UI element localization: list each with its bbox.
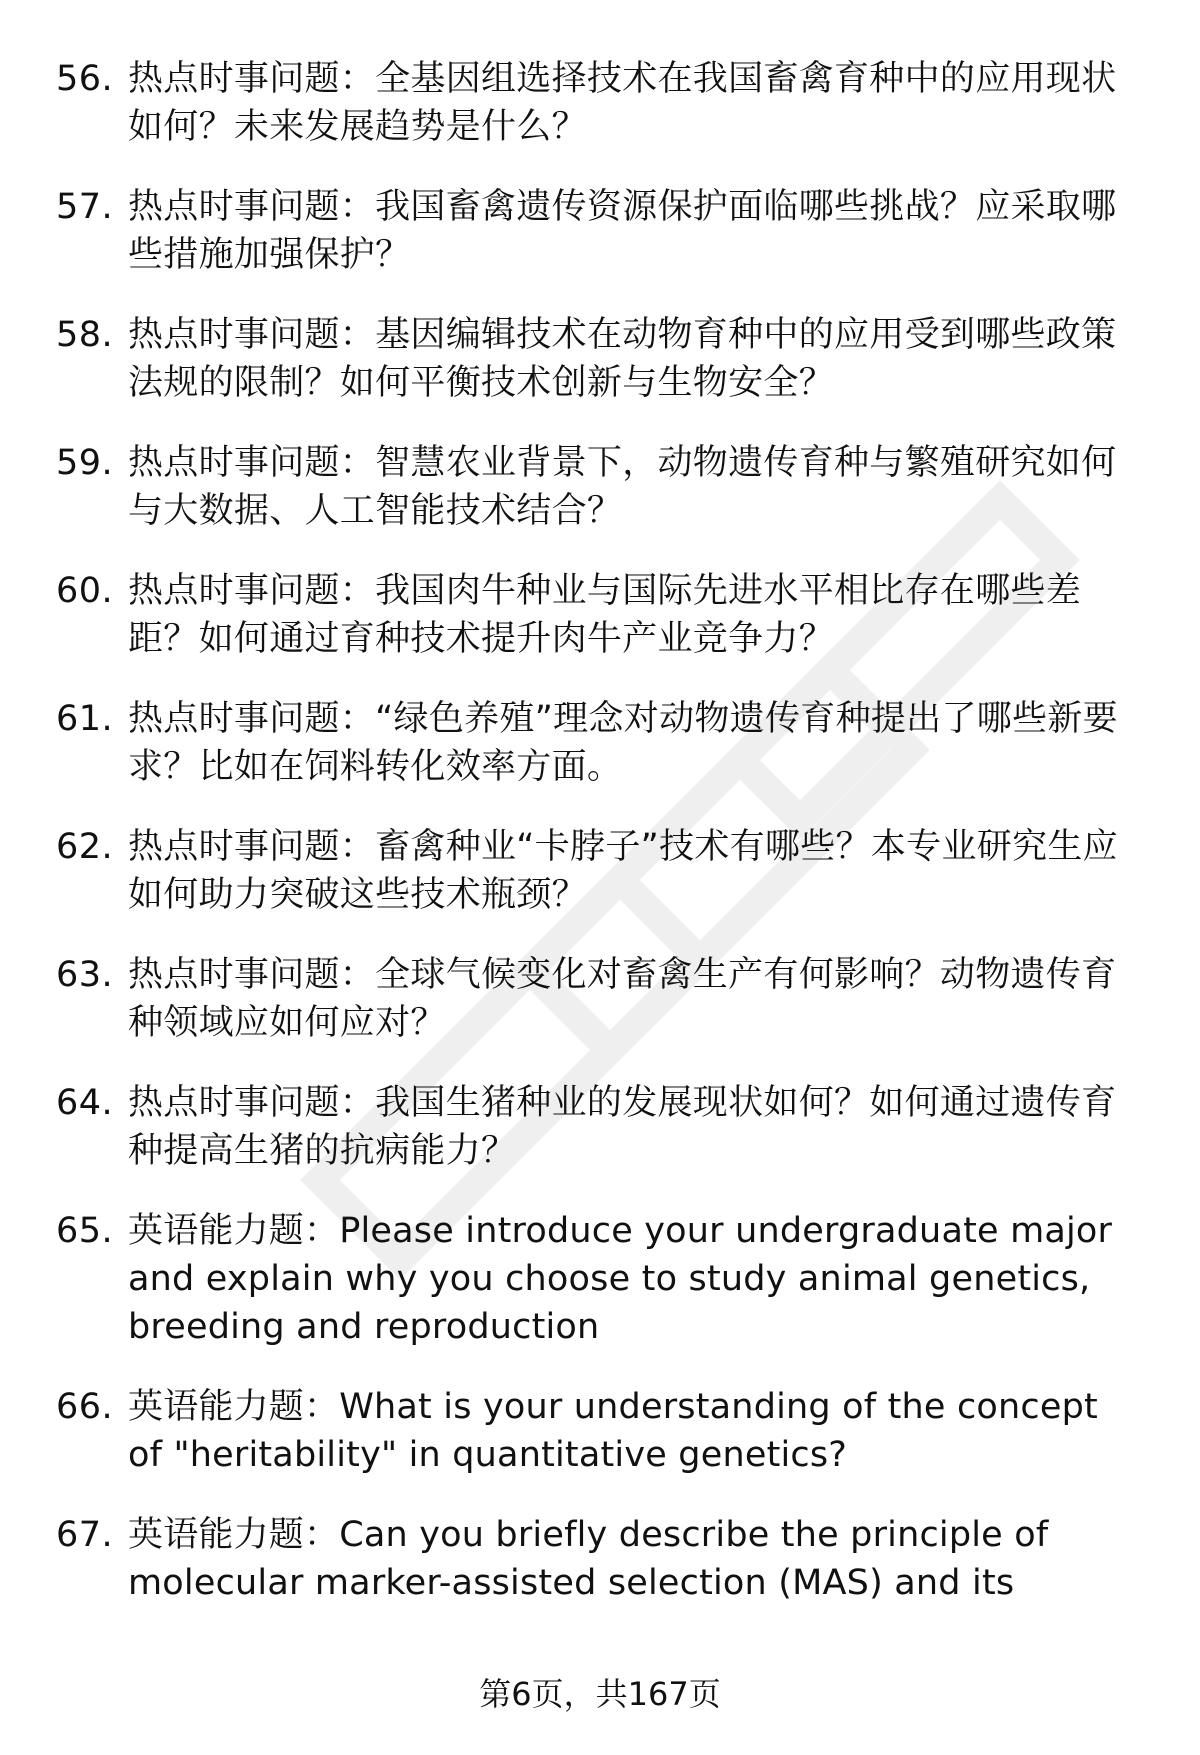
question-number: 57. (56, 187, 114, 227)
question-text: 热点时事问题：我国肉牛种业与国际先进水平相比存在哪些差距？如何通过育种技术提升肉牛产业竞争力？ (128, 571, 1082, 659)
question-item (0, 439, 1200, 535)
question-number: 62. (56, 827, 114, 867)
question-number: 60. (56, 571, 114, 611)
question-number: 66. (56, 1387, 114, 1427)
question-list (0, 55, 1200, 1639)
question-item (0, 1383, 1200, 1479)
question-number: 56. (56, 59, 114, 99)
question-text: 热点时事问题：畜禽种业“卡脖子”技术有哪些？本专业研究生应如何助力突破这些技术瓶颈？ (128, 827, 1118, 915)
question-item (0, 567, 1200, 663)
question-text: 热点时事问题：智慧农业背景下，动物遗传育种与繁殖研究如何与大数据、人工智能技术结合？ (128, 443, 1117, 531)
question-item (0, 1207, 1200, 1351)
question-text: 热点时事问题：“绿色养殖”理念对动物遗传育种提出了哪些新要求？比如在饲料转化效率方面。 (128, 699, 1118, 787)
question-text: 热点时事问题：全球气候变化对畜禽生产有何影响？动物遗传育种领域应如何应对？ (128, 955, 1117, 1043)
question-item (0, 1079, 1200, 1175)
question-item (0, 951, 1200, 1047)
question-item (0, 823, 1200, 919)
question-number: 64. (56, 1083, 114, 1123)
question-number: 67. (56, 1515, 114, 1555)
question-text: 英语能力题：Can you briefly describe the principle of molecular marker-assisted selection (MAS) and its (128, 1515, 1049, 1603)
question-item (0, 183, 1200, 279)
question-number: 58. (56, 315, 114, 355)
page-footer: 第6页，共167页 (479, 1675, 721, 1713)
question-number: 63. (56, 955, 114, 995)
question-number: 59. (56, 443, 114, 483)
question-text: 热点时事问题：我国畜禽遗传资源保护面临哪些挑战？应采取哪些措施加强保护？ (128, 187, 1117, 275)
question-item (0, 695, 1200, 791)
question-number: 61. (56, 699, 114, 739)
question-text: 英语能力题：What is your understanding of the concept of "heritability" in quantitative genetics? (128, 1387, 1098, 1475)
question-text: 热点时事问题：我国生猪种业的发展现状如何？如何通过遗传育种提高生猪的抗病能力？ (128, 1083, 1117, 1171)
question-item (0, 311, 1200, 407)
question-text: 英语能力题：Please introduce your undergraduate major and explain why you choose to study animal genetics, breeding and reproduction (128, 1211, 1113, 1347)
question-number: 65. (56, 1211, 114, 1251)
question-item (0, 55, 1200, 151)
question-text: 热点时事问题：全基因组选择技术在我国畜禽育种中的应用现状如何？未来发展趋势是什么？ (128, 59, 1117, 147)
question-text: 热点时事问题：基因编辑技术在动物育种中的应用受到哪些政策法规的限制？如何平衡技术创新与生物安全？ (128, 315, 1117, 403)
question-item (0, 1511, 1200, 1607)
